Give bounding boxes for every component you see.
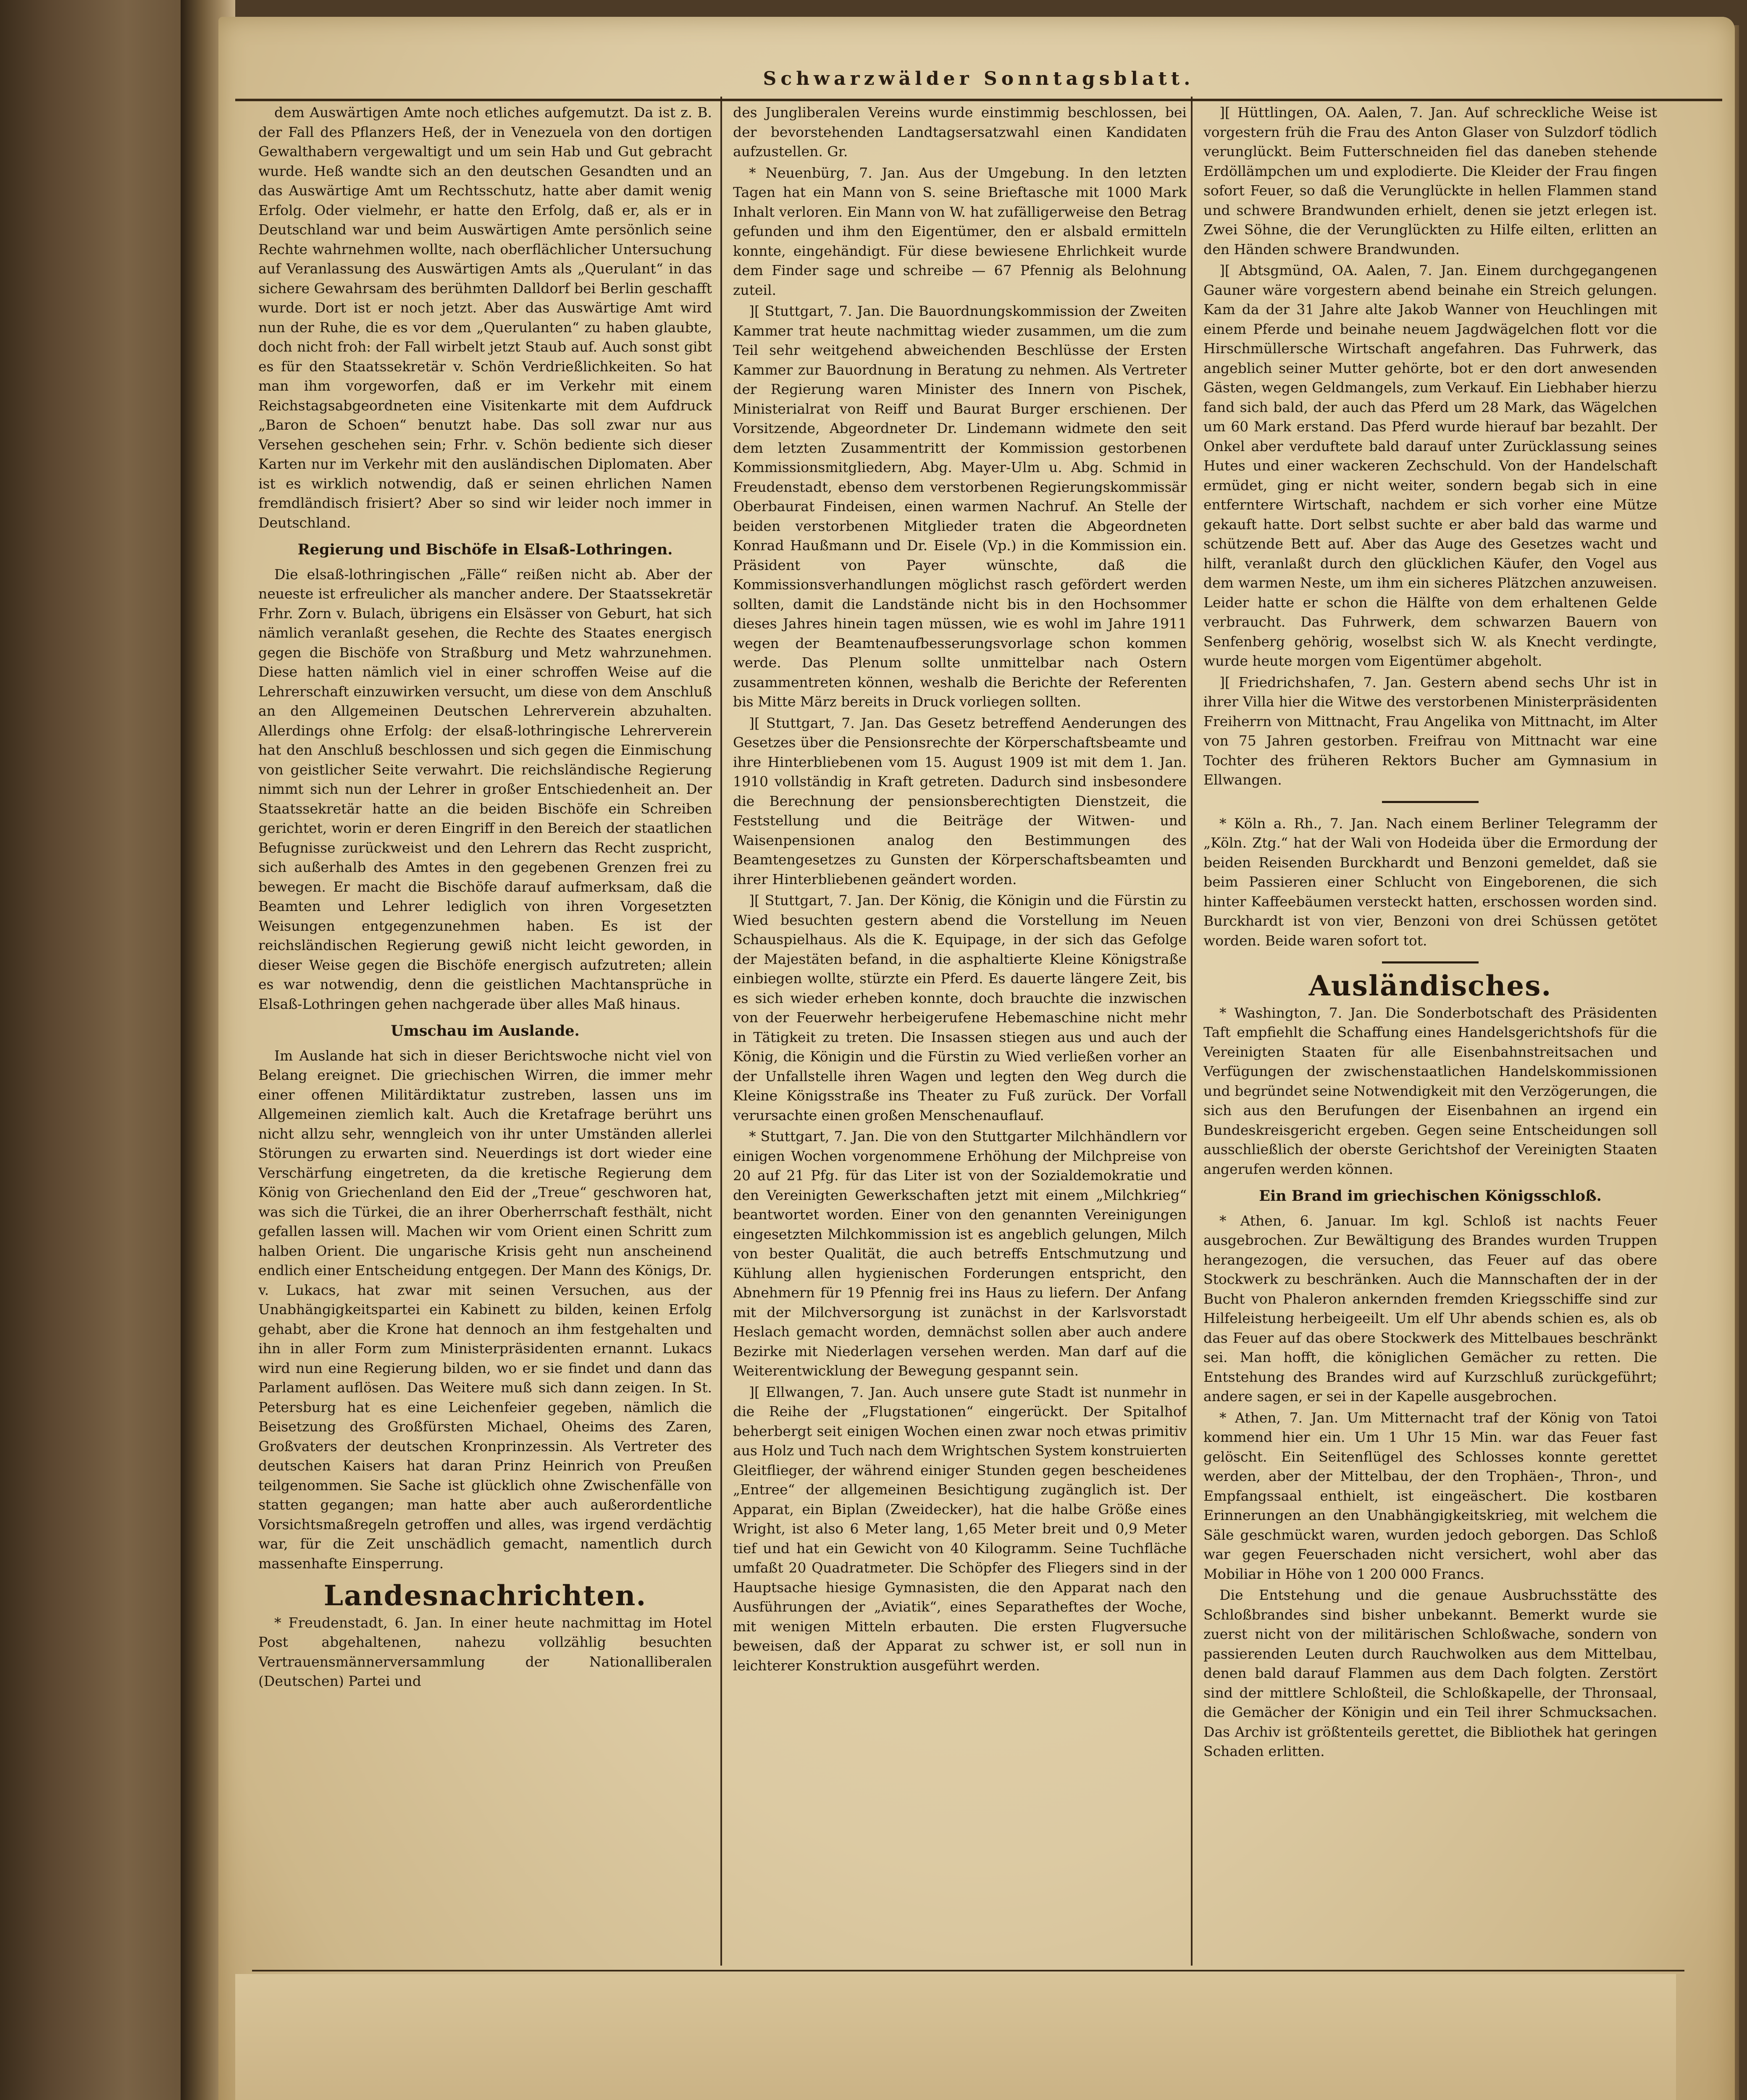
article-paragraph: dem Auswärtigen Amte noch etliches aufgemutzt. Da ist z. B. der Fall des Pflanzers Heß, der in Venezuela von den dortigen Gewalthabern vergewaltigt und um sein Hab und Gut gebracht wurde. Heß wandte sich an den deutschen Gesandten und an das Auswärtige Amt um Rechtsschutz, hatte aber damit wenig Erfolg. Oder vielmehr, er hatte den Erfolg, daß er, als er in Deutschland war und beim Auswärtigen Amte persönlich seine Rechte wahrnehmen wollte, nach oberflächlicher Untersuchung auf Veranlassung des Auswärtigen Amts als „Querulant“ in das sichere Gewahrsam des berühmten Dalldorf bei Berlin geschafft wurde. Dort ist er noch jetzt. Aber das Auswärtige Amt wird nun der Ruhe, die es vor dem „Querulanten“ zu haben glaubte, doch nicht froh: der Fall wirbelt jetzt Staub auf. Auch sonst gibt es für den Staatssekretär v. Schön Verdrießlichkeiten. So hat man ihm vorgeworfen, daß er im Verkehr mit einem Reichstagsabgeordneten eine Visitenkarte mit dem Aufdruck „Baron de Schoen“ benutzt habe. Das soll zwar nur aus Versehen geschehen sein; Frhr. v. Schön bediente sich dieser Karten nur im Verkehr mit den ausländischen Diplomaten. Aber ist es wirklich notwendig, daß er seinen ehrlichen Namen fremdländisch frisiert? Aber so sind wir leider noch immer in Deutschland.	[258, 104, 712, 531]
article-paragraph: des Jungliberalen Vereins wurde einstimmig beschlossen, bei der bevorstehenden Landtagsersatzwahl einen Kandidaten aufzustellen. Gr.	[733, 104, 1187, 160]
section-heading: Ausländisches.	[1308, 969, 1552, 1002]
article-paragraph: * Athen, 7. Jan. Um Mitternacht traf der König von Tatoi kommend hier ein. Um 1 Uhr 15 Min. war das Feuer fast gelöscht. Ein Seitenflügel des Schlosses konnte gerettet werden, aber der Mittelbau, der den Trophäen-, Thron-, und Empfangssaal enthielt, ist eingeäschert. Die kostbaren Erinnerungen an den Unabhängigkeitskrieg, mit welchem die Säle geschmückt waren, wurden jedoch geborgen. Das Schloß war gegen Feuerschaden nicht versichert, wohl aber das Mobiliar in Höhe von 1 200 000 Francs.	[1203, 1409, 1657, 1582]
article-paragraph: * Köln a. Rh., 7. Jan. Nach einem Berliner Telegramm der „Köln. Ztg.“ hat der Wali von Hodeida über die Ermordung der beiden Reisenden Burckhardt und Benzoni gemeldet, daß sie beim Passieren einer Schlucht von Eingeborenen, die sich hinter Kaffeebäumen versteckt hatten, erschossen worden sind. Burckhardt ist von vier, Benzoni von drei Schüssen getötet worden. Beide waren sofort tot.	[1203, 815, 1657, 949]
column-3	[1203, 103, 1657, 1968]
article-paragraph: * Stuttgart, 7. Jan. Die von den Stuttgarter Milchhändlern vor einigen Wochen vorgenommene Erhöhung der Milchpreise von 20 auf 21 Pfg. für das Liter ist von der Sozialdemokratie und den Vereinigten Gewerkschaften jetzt mit einem „Milchkrieg“ beantwortet worden. Einer von den genannten Vereinigungen eingesetzten Milchkommission ist es angeblich gelungen, Milch von bester Qualität, die auch betreffs Entschmutzung und Kühlung allen hygienischen Forderungen entspricht, den Abnehmern für 19 Pfennig frei ins Haus zu liefern. Der Anfang mit der Milchversorgung ist zunächst in der Karlsvorstadt Heslach gemacht worden, demnächst sollen aber auch andere Bezirke mit Niederlagen versehen werden. Man darf auf die Weiterentwicklung der Bewegung gespannt sein.	[733, 1128, 1187, 1379]
article-paragraph: * Washington, 7. Jan. Die Sonderbotschaft des Präsidenten Taft empfiehlt die Schaffung eines Handelsgerichtshofs für die Vereinigten Staaten für alle Eisenbahnstreitsachen und Verfügungen der zwischenstaatlichen Handelskommissionen und begründet seine Notwendigkeit mit den Verzögerungen, die sich aus den Berufungen der Eisenbahnen an irgend ein Bundeskreisgericht ergeben. Gegen seine Entscheidungen soll ausschließlich der oberste Gerichtshof der Vereinigten Staaten angerufen werden können.	[1203, 1004, 1657, 1177]
column-divider	[720, 97, 722, 1966]
section-heading: Landesnachrichten.	[323, 1579, 647, 1612]
article-heading: Umschau im Auslande.	[391, 1022, 580, 1040]
article-paragraph: ][ Stuttgart, 7. Jan. Die Bauordnungskommission der Zweiten Kammer trat heute nachmittag wieder zusammen, um die zum Teil sehr weitgehend abweichenden Beschlüsse der Ersten Kammer zur Bauordnung in Beratung zu nehmen. Als Vertreter der Regierung waren Minister des Innern von Pischek, Ministerialrat von Reiff und Baurat Burger erschienen. Der Vorsitzende, Abgeordneter Dr. Lindemann widmete den seit dem letzten Zusammentritt der Kommission gestorbenen Kommissionsmitgliedern, Abg. Mayer-Ulm u. Abg. Schmid in Freudenstadt, ebenso dem verstorbenen Regierungskommissär Oberbaurat Findeisen, einen warmen Nachruf. An Stelle der beiden verstorbenen Mitglieder traten die Abgeordneten Konrad Haußmann und Dr. Eisele (Vp.) in die Kommission ein. Präsident von Payer wünschte, daß die Kommissionsverhandlungen möglichst rasch gefördert werden sollten, damit die Landstände nicht bis in den Hochsommer dieses Jahres hinein tagen müssen, wie es wohl im Jahre 1911 wegen der Beamtenaufbesserungsvorlage schon kommen werde. Das Plenum sollte unmittelbar nach Ostern zusammentreten können, weshalb die Berichte der Referenten bis Mitte März bereits in Druck vorliegen sollten.	[733, 303, 1187, 710]
section-rule	[1382, 961, 1479, 963]
article-paragraph: * Freudenstadt, 6. Jan. In einer heute nachmittag im Hotel Post abgehaltenen, nahezu vollzählig besuchten Vertrauensmännerversammlung der Nationalliberalen (Deutschen) Partei und	[258, 1614, 712, 1689]
article-paragraph: ][ Abtsgmünd, OA. Aalen, 7. Jan. Einem durchgegangenen Gauner wäre vorgestern abend beinahe ein Streich gelungen. Kam da der 31 Jahre alte Jakob Wanner von Heuchlingen mit einem Pferde und beinahe neuem Jagdwägelchen flott vor die Hirschmüllersche Wirtschaft angefahren. Das Fuhrwerk, das angeblich seiner Mutter gehörte, bot er den dort anwesenden Gästen, wegen Geldmangels, zum Verkauf. Ein Liebhaber hierzu fand sich bald, der auch das Pferd um 28 Mark, das Wägelchen um 60 Mark erstand. Das Pferd wurde hierauf bar bezahlt. Der Onkel aber verduftete bald darauf unter Zurücklassung seines Hutes und einer wackeren Zechschuld. Von der Handelschaft ermüdet, ging er nicht weiter, sondern begab sich in eine entferntere Wirtschaft, nachdem er sich vorher eine Mütze gekauft hatte. Dort selbst suchte er aber bald das warme und schützende Bett auf. Aber das Auge des Gesetzes wacht und hilft, veranlaßt durch den glücklichen Käufer, den Vogel aus dem warmen Neste, um ihm ein sicheres Plätzchen anzuweisen. Leider hatte er schon die Hälfte von dem erhaltenen Gelde verbraucht. Das Fuhrwerk, dem schwarzen Bauern von Senfenberg gehörig, woselbst sich W. als Knecht verdingte, wurde heute morgen vom Eigentümer abgeholt.	[1203, 262, 1657, 669]
article-paragraph: * Athen, 6. Januar. Im kgl. Schloß ist nachts Feuer ausgebrochen. Zur Bewältigung des Brandes wurden Truppen herangezogen, die versuchen, das Feuer auf das obere Stockwerk zu beschränken. Auch die Mannschaften der in der Bucht von Phaleron ankernden fremden Kriegsschiffe sind zur Hilfeleistung herbeigeeilt. Um elf Uhr abends schien es, als ob das Feuer auf das obere Stockwerk des Mittelbaues beschränkt sei. Man hofft, die königlichen Gemächer zu retten. Die Entstehung des Brandes wird auf Kurzschluß zurückgeführt; andere sagen, er sei in der Kapelle ausgebrochen.	[1203, 1212, 1657, 1404]
column-2	[733, 103, 1187, 1968]
column-divider	[1191, 97, 1193, 1966]
article-heading: Regierung und Bischöfe in Elsaß-Lothringen.	[297, 541, 673, 558]
lower-margin	[235, 1974, 1676, 2100]
running-header	[235, 59, 1722, 101]
article-paragraph: Im Auslande hat sich in dieser Berichtswoche nicht viel von Belang ereignet. Die griechischen Wirren, die immer mehr einer offenen Militärdiktatur zustreben, lassen uns im Allgemeinen ziemlich kalt. Auch die Kretafrage berührt uns nicht allzu sehr, wenngleich von ihr unter Umständen allerlei Störungen zu erwarten sind. Neuerdings ist dort wieder eine Verschärfung eingetreten, da die kretische Regierung dem König von Griechenland den Eid der „Treue“ geschworen hat, was sich die Türkei, die an ihrer Oberherrschaft festhält, nicht gefallen lassen will. Machen wir vom Orient einen Schritt zum halben Orient. Die ungarische Krisis geht nun anscheinend endlich einer Entscheidung entgegen. Der Mann des Königs, Dr. v. Lukacs, hat zwar mit seinen Versuchen, aus der Unabhängigkeitspartei ein Kabinett zu bilden, keinen Erfolg gehabt, aber die Krone hat dennoch an ihm festgehalten und ihn in aller Form zum Ministerpräsidenten ernannt. Lukacs wird nun eine Regierung bilden, wo er sie findet und dann das Parlament auflösen. Das Weitere muß sich dann zeigen. In St. Petersburg hat es eine Leichenfeier gegeben, nämlich die Beisetzung des Großfürsten Michael, Oheims des Zaren, Großvaters der deutschen Kronprinzessin. Als Vertreter des deutschen Kaisers hat daran Prinz Heinrich von Preußen teilgenommen. Sie Sache ist glücklich ohne Zwischenfälle von statten gegangen; man hatte aber auch außerordentliche Vorsichtsmaßregeln getroffen und alles, was irgend verdächtig war, für die Zeit unschädlich gemacht, namentlich durch massenhafte Einsperrung.	[258, 1047, 712, 1572]
column-1	[258, 103, 712, 1968]
article-paragraph: Die elsaß-lothringischen „Fälle“ reißen nicht ab. Aber der neueste ist erfreulicher als mancher andere. Der Staatssekretär Frhr. Zorn v. Bulach, übrigens ein Elsässer von Geburt, hat sich nämlich veranlaßt gesehen, die Rechte des Staates energisch gegen die Bischöfe von Straßburg und Metz wahrzunehmen. Diese hatten nämlich viel in einer schroffen Weise auf die Lehrerschaft einzuwirken versucht, um diese von dem Anschluß an den Allgemeinen Deutschen Lehrerverein abzuhalten. Allerdings ohne Erfolg: der elsaß-lothringische Lehrerverein hat den Anschluß beschlossen und sich gegen die Einmischung von geistlicher Seite verwahrt. Die reichsländische Regierung nimmt sich nun der Lehrer in großer Entschiedenheit an. Der Staatssekretär hatte an die beiden Bischöfe ein Schreiben gerichtet, worin er deren Eingriff in den Bereich der staatlichen Befugnisse zurückweist und den Lehrern das Recht zuspricht, sich außerhalb des Amtes in den gegebenen Grenzen frei zu bewegen. Er macht die Bischöfe darauf aufmerksam, daß die Beamten und Lehrer lediglich von ihren Vorgesetzten Weisungen entgegenzunehmen haben. Es ist der reichsländischen Regierung gewiß nicht leicht geworden, in dieser Weise gegen die Bischöfe energisch aufzutreten; allein es war notwendig, denn die geistlichen Machtansprüche in Elsaß-Lothringen gehen nachgerade über alles Maß hinaus.	[258, 566, 712, 1012]
article-paragraph: ][ Friedrichshafen, 7. Jan. Gestern abend sechs Uhr ist in ihrer Villa hier die Witwe des verstorbenen Ministerpräsidenten Freiherrn von Mittnacht, Frau Angelika von Mittnacht, im Alter von 75 Jahren gestorben. Freifrau von Mittnacht war eine Tochter des früheren Rektors Bucher am Gymnasium in Ellwangen.	[1203, 674, 1657, 788]
article-paragraph: * Neuenbürg, 7. Jan. Aus der Umgebung. In den letzten Tagen hat ein Mann von S. seine Brieftasche mit 1000 Mark Inhalt verloren. Ein Mann von W. hat zufälligerweise den Betrag gefunden und ihm den Eigentümer, den er alsbald ermitteln konnte, eingehändigt. Für diese bewiesene Ehrlichkeit wurde dem Finder sage und schreibe — 67 Pfennig als Belohnung zuteil.	[733, 164, 1187, 298]
section-rule	[1382, 801, 1479, 803]
article-heading: Ein Brand im griechischen Königsschloß.	[1259, 1187, 1602, 1205]
bottom-rule	[252, 1970, 1684, 1971]
article-paragraph: Die Entstehung und die genaue Ausbruchsstätte des Schloßbrandes sind bisher unbekannt. Bemerkt wurde sie zuerst nicht von der militärischen Schloßwache, sondern von passierenden Leuten durch Rauchwolken aus dem Mittelbau, denen bald darauf Flammen aus dem Dach folgten. Zerstört sind der mittlere Schloßteil, die Schloßkapelle, der Thronsaal, die Gemächer der Königin und ein Teil ihrer Schmucksachen. Das Archiv ist größtenteils gerettet, die Bibliothek hat geringen Schaden erlitten.	[1203, 1587, 1657, 1759]
article-paragraph: ][ Hüttlingen, OA. Aalen, 7. Jan. Auf schreckliche Weise ist vorgestern früh die Frau des Anton Glaser von Sulzdorf tödlich verunglückt. Beim Futterschneiden fiel das daneben stehende Erdöllämpchen um und explodierte. Die Kleider der Frau fingen sofort Feuer, so daß die Verunglückte in hellen Flammen stand und schwere Brandwunden erhielt, denen sie jetzt erlegen ist. Zwei Söhne, die der Verunglückten zu Hilfe eilten, erlitten an den Händen schwere Brandwunden.	[1203, 104, 1657, 257]
article-paragraph: ][ Stuttgart, 7. Jan. Das Gesetz betreffend Aenderungen des Gesetzes über die Pensionsrechte der Körperschaftsbeamte und ihre Hinterbliebenen vom 15. August 1909 ist mit dem 1. Jan. 1910 vollständig in Kraft getreten. Dadurch sind insbesondere die Berechnung der pensionsberechtigten Dienstzeit, die Feststellung und die Beiträge der Witwen- und Waisenpensionen analog den Bestimmungen des Beamtengesetzes zu Gunsten der Körperschaftsbeamten und ihrer Hinterbliebenen geändert worden.	[733, 714, 1187, 887]
article-paragraph: ][ Ellwangen, 7. Jan. Auch unsere gute Stadt ist nunmehr in die Reihe der „Flugstationen“ eingerückt. Der Spitalhof beherbergt seit einigen Wochen einen zwar noch etwas primitiv aus Holz und Tuch nach dem Wrightschen System konstruierten Gleitflieger, der während einiger Stunden gegen bescheidenes „Entree“ der allgemeinen Besichtigung zugänglich ist. Der Apparat, ein Biplan (Zweidecker), hat die halbe Größe eines Wright, ist also 6 Meter lang, 1,65 Meter breit und 0,9 Meter tief und hat ein Gewicht von 40 Kilogramm. Seine Tuchfläche umfaßt 20 Quadratmeter. Die Schöpfer des Fliegers sind in der Hauptsache hiesige Gymnasisten, die den Apparat nach den Ausführungen der „Aviatik“, eines Separatheftes der Woche, mit wenigen Mitteln erbauten. Die ersten Flugversuche beweisen, daß der Apparat zu schwer ist, er soll nun in leichterer Konstruktion ausgeführt werden.	[733, 1383, 1187, 1674]
running-title: Schwarzwälder Sonntagsblatt.	[763, 68, 1195, 89]
article-paragraph: ][ Stuttgart, 7. Jan. Der König, die Königin und die Fürstin zu Wied besuchten gestern abend die Vorstellung im Neuen Schauspielhaus. Als die K. Equipage, in der sich das Gefolge der Majestäten befand, in die asphaltierte Kleine Königstraße einbiegen wollte, stürzte ein Pferd. Es dauerte längere Zeit, bis es sich wieder erheben konnte, doch brauchte die inzwischen von der Feuerwehr herbeigerufene Hebemaschine nicht mehr in Tätigkeit zu treten. Die Insassen stiegen aus und auch der König, die Königin und die Fürstin zu Wied verließen vorher an der Unfallstelle ihren Wagen und legten den Weg durch die Kleine Königsstraße ins Theater zu Fuß zurück. Der Vorfall verursachte einen großen Menschenauflauf.	[733, 892, 1187, 1124]
